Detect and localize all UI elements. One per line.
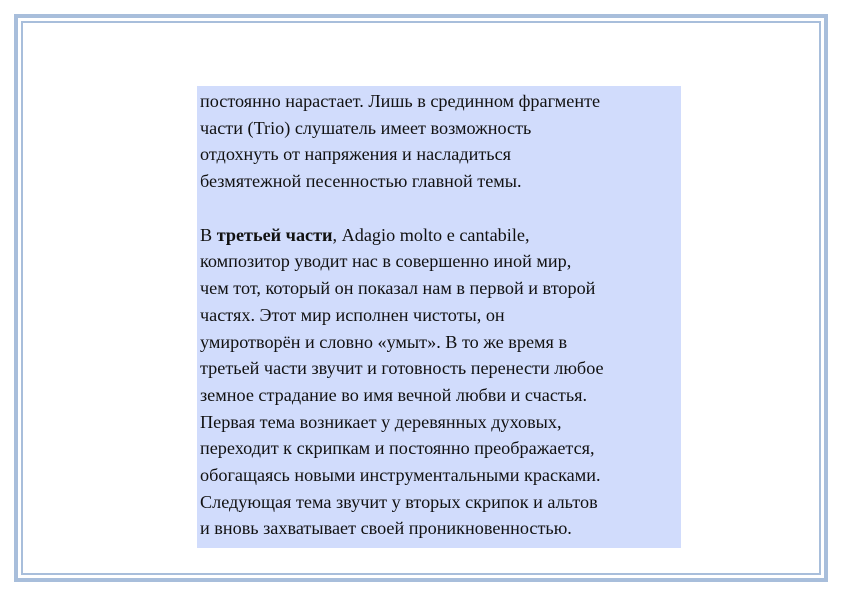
text-block bbox=[197, 86, 681, 548]
paragraph-line: переходит к скрипкам и постоянно преображается, bbox=[200, 438, 595, 459]
section-title-bold: третьей части bbox=[216, 224, 333, 245]
lead-text: В bbox=[200, 224, 217, 245]
paragraph-line: Следующая тема звучит у вторых скрипок и альтов bbox=[200, 491, 598, 512]
paragraph-line: безмятежной песенностью главной темы. bbox=[200, 171, 522, 192]
paragraph-line: обогащаясь новыми инструментальными красками. bbox=[200, 464, 601, 485]
paragraph-line: чем тот, который он показал нам в первой и второй bbox=[200, 278, 596, 299]
paragraph-line: умиротворён и словно «умыт». В то же время в bbox=[200, 331, 568, 352]
paragraph-line: отдохнуть от напряжения и насладиться bbox=[200, 144, 512, 165]
paragraph-line: композитор уводит нас в совершенно иной мир, bbox=[200, 251, 572, 272]
paragraph-line: частях. Этот мир исполнен чистоты, он bbox=[200, 304, 505, 325]
paragraph-line: Первая тема возникает у деревянных духовых, bbox=[200, 411, 562, 432]
paragraph-line: земное страдание во имя вечной любви и счастья. bbox=[200, 384, 588, 405]
paragraph-line: постоянно нарастает. Лишь в срединном фрагменте bbox=[200, 91, 601, 111]
paragraph-line: части (Trio) слушатель имеет возможность bbox=[200, 117, 532, 138]
paragraph-line: третьей части звучит и готовность перенести любое bbox=[200, 358, 604, 379]
paragraph-2 bbox=[200, 222, 681, 542]
paragraph-first-line bbox=[200, 222, 681, 249]
paragraph-line: и вновь захватывает своей проникновенностью. bbox=[200, 518, 572, 539]
first-line-rest: , Adagio molto e cantabile, bbox=[332, 224, 530, 245]
paragraph-1 bbox=[200, 88, 681, 195]
